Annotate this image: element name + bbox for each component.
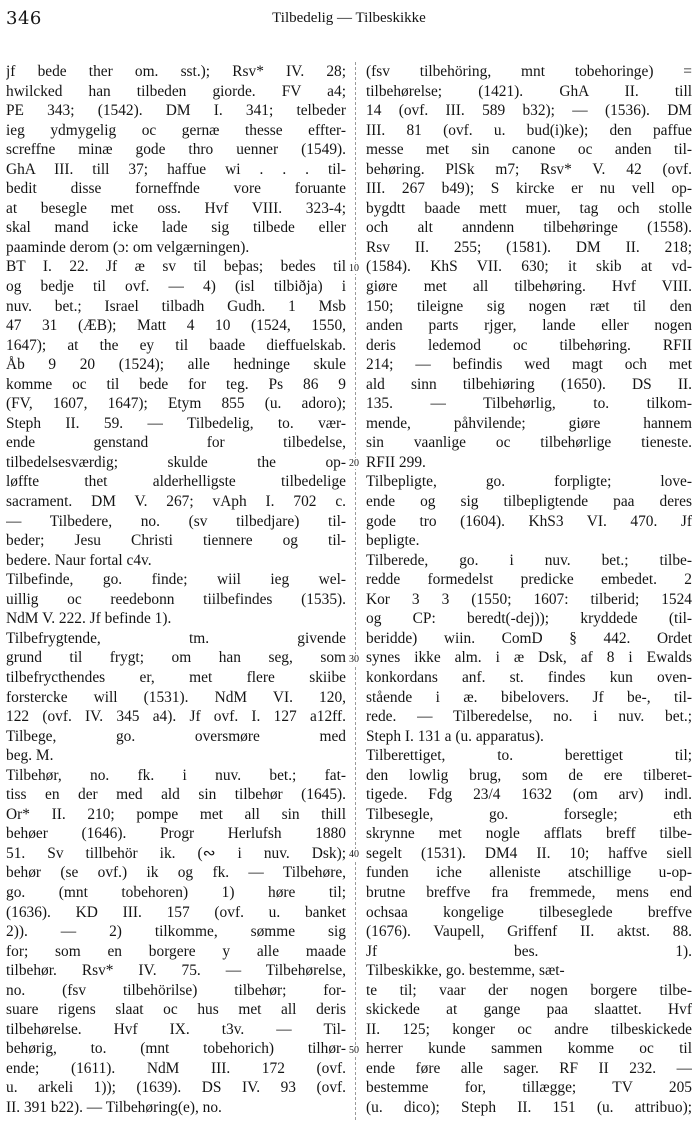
- text-line: Tilbefinde, go. finde; wiil ieg wel-: [6, 571, 346, 589]
- text-line: ende føre alle sager. RF II 232. —: [366, 1059, 692, 1077]
- text-line: behørig, to. (mnt tobehorich) tilhør-: [6, 1040, 346, 1058]
- text-line: screffne minæ gode thro uenner (1549).: [6, 141, 346, 159]
- text-line: beridde) wiin. ComD § 442. Ordet: [366, 629, 692, 647]
- line-number: 40: [349, 849, 359, 860]
- text-line: mende, påhvilende; giøre hannem: [366, 414, 692, 432]
- text-line: tilbehørelse. Hvf IX. t3v. — Til-: [6, 1020, 346, 1038]
- text-line: at besegle met oss. Hvf VIII. 323-4;: [6, 199, 346, 217]
- text-line: Tilbepligte, go. forpligte; love-: [366, 473, 692, 491]
- text-line: RFII 299.: [366, 453, 426, 471]
- text-line: behøring. PlSk m7; Rsv* V. 42 (ovf.: [366, 160, 692, 178]
- text-line: den lowlig brug, som de ere tilberet-: [366, 766, 692, 784]
- text-line: skickede at gange paa slaattet. Hvf: [366, 1001, 692, 1019]
- text-line: løffte thet alderhelligste tilbedelige: [6, 473, 346, 491]
- page-header: [6, 6, 692, 32]
- text-line: ende; (1611). NdM III. 172 (ovf.: [6, 1059, 346, 1077]
- text-line: nuv. bet.; Israel tilbadh Gudh. 1 Msb: [6, 297, 346, 315]
- text-line: bestemme for, tillægge; TV 205: [366, 1079, 692, 1097]
- text-line: tilbehør. Rsv* IV. 75. — Tilbehørelse,: [6, 962, 346, 980]
- text-line: Steph I. 131 a (u. apparatus).: [366, 727, 544, 745]
- text-line: II. 391 b22). — Tilbehøring(e), no.: [6, 1098, 222, 1116]
- text-line: redde formedelst predicke embedet. 2: [366, 571, 692, 589]
- text-line: og CP: beredt(-dej)); kryddede (til-: [366, 610, 692, 628]
- text-line: (fsv tilbehöring, mnt tobehoringe) =: [366, 63, 692, 80]
- text-line: 214; — befindis wed magt och met: [366, 356, 692, 374]
- text-line: Tilbege, go. oversmøre med: [6, 727, 346, 745]
- text-line: suare rigens slaat oc hus met all deris: [6, 1001, 346, 1019]
- text-line: behør (se ovf.) ik og fk. — Tilbehøre,: [6, 864, 346, 882]
- text-line: tilbefrycthendes er, met flere skiibe: [6, 668, 346, 686]
- left-column: [6, 62, 346, 1120]
- text-line: go. (mnt tobehoren) 1) høre til;: [6, 883, 346, 901]
- text-line: tigede. Fdg 23/4 1632 (om arv) indl.: [366, 786, 692, 804]
- text-line: grund til frygt; om han seg, som: [6, 649, 346, 667]
- text-line: synes ikke alm. i æ Dsk, af 8 i Ewalds: [366, 649, 692, 667]
- text-line: forstercke will (1531). NdM VI. 120,: [6, 688, 346, 706]
- text-line: 51. Sv tillbehör ik. (∾ i nuv. Dsk);: [6, 844, 346, 862]
- text-line: 1647); at the ey til baade dieffuelskab.: [6, 336, 346, 354]
- text-line: ende genstand for tilbedelse,: [6, 434, 346, 452]
- text-line: skal mand icke lade sig tilbede eller: [6, 219, 346, 237]
- text-line: Tilberede, go. i nuv. bet.; tilbe-: [366, 551, 692, 569]
- text-line: Or* II. 210; pompe met all sin thill: [6, 805, 346, 823]
- text-line: 135. — Tilbehørlig, to. tilkom-: [366, 395, 692, 413]
- text-line: gode tro (1604). KhS3 VI. 470. Jf: [366, 512, 692, 530]
- text-line: te til; vaar der nogen borgere tilbe-: [366, 981, 692, 999]
- text-line: skrynne met nogle afflats breff tilbe-: [366, 825, 692, 843]
- text-line: (1636). KD III. 157 (ovf. u. banket: [6, 903, 346, 921]
- right-column: [366, 62, 692, 1120]
- text-line: konkordans anf. st. findes kun oven-: [366, 668, 692, 686]
- text-line: ende og sig tilbepligtende paa deres: [366, 493, 692, 511]
- text-line: NdM V. 222. Jf befinde 1).: [6, 610, 172, 628]
- text-line: og bedje til ovf. — 4) (isl tilbiðja) i: [6, 278, 346, 296]
- text-line: Tilbesegle, go. forsegle; eth: [366, 805, 692, 823]
- text-line: — Tilbedere, no. (sv tilbedjare) til-: [6, 512, 346, 530]
- text-line: Rsv II. 255; (1581). DM II. 218;: [366, 238, 692, 256]
- text-line: Jf bes. 1).: [366, 942, 692, 960]
- text-line: 122 (ovf. IV. 345 a4). Jf ovf. I. 127 a12ff.: [6, 708, 346, 726]
- text-line: 47 31 (ÆB); Matt 4 10 (1524, 1550,: [6, 317, 346, 335]
- text-line: deris ledemod oc tilbehøring. RFII: [366, 336, 692, 354]
- text-line: Tilbeskikke, go. bestemme, sæt-: [366, 962, 565, 980]
- page-number: 346: [6, 8, 42, 29]
- text-line: for; som en borgere y alle maade: [6, 942, 346, 960]
- text-line: anden parts rjger, lande eller nogen: [366, 317, 692, 335]
- line-number: 30: [349, 653, 359, 665]
- text-line: 14 (ovf. III. 589 b32); — (1536). DM: [366, 102, 692, 120]
- text-line: tiss en der med ald sin tilbehør (1645).: [6, 786, 346, 804]
- text-line: ieg ydmygelig oc gernæ thesse effter-: [6, 121, 346, 139]
- text-line: sin vaanlige oc tilbehørlige tieneste.: [366, 434, 692, 452]
- text-line: (1676). Vaupell, Griffenf II. aktst. 88.: [366, 923, 692, 941]
- text-line: beder; Jesu Christi tiennere og til-: [6, 532, 346, 550]
- text-line: jf bede ther om. sst.); Rsv* IV. 28;: [6, 63, 346, 80]
- text-line: Kor 3 3 (1550; 1607: tilberid; 1524: [366, 590, 692, 608]
- text-line: hwilcked han tilbeden giorde. FV a4;: [6, 82, 346, 100]
- text-line: 2)). — 2) tilkomme, sømme sig: [6, 923, 346, 941]
- text-line: stående i æ. bibelovers. Jf be-, til-: [366, 688, 692, 706]
- text-line: paaminde derom (ɔ: om velgærningen).: [6, 238, 250, 256]
- text-line: segelt (1531). DM4 II. 10; haffve siell: [366, 844, 692, 862]
- text-line: herrer kunde sammen komme oc til: [366, 1040, 692, 1058]
- text-line: no. (fsv tilbehörilse) tilbehør; for-: [6, 981, 346, 999]
- text-line: bygdtt baade mett muer, tag och stolle: [366, 199, 692, 217]
- text-line: behøer (1646). Progr Herlufsh 1880: [6, 825, 346, 843]
- text-line: (FV, 1607, 1647); Etym 855 (u. adoro);: [6, 395, 346, 413]
- text-line: III. 81 (ovf. u. bud(i)ke); den paffue: [366, 121, 692, 139]
- text-line: rede. — Tilberedelse, no. i nuv. bet.;: [366, 708, 692, 726]
- text-line: BT I. 22. Jf æ sv til beþas; bedes til: [6, 258, 346, 276]
- text-line: (1584). KhS VII. 630; it skib at vd-: [366, 258, 692, 276]
- text-line: uillig oc reedebonn tiilbefindes (1535).: [6, 590, 346, 608]
- text-line: II. 125; konger oc andre tilbeskickede: [366, 1020, 692, 1038]
- text-line: tilbehørelse; (1421). GhA II. till: [366, 82, 692, 100]
- text-line: u. arkeli 1)); (1639). DS IV. 93 (ovf.: [6, 1079, 346, 1097]
- text-line: (u. dico); Steph II. 151 (u. attribuo);: [366, 1098, 692, 1116]
- line-number: 20: [349, 458, 359, 469]
- text-line: bedit disse forneffnde vore foruante: [6, 180, 346, 198]
- text-line: sacrament. DM V. 267; vAph I. 702 c.: [6, 493, 346, 511]
- line-number: 10: [349, 262, 359, 274]
- text-line: tilbedelsesværdig; skulde the op-: [6, 453, 346, 471]
- text-line: GhA III. till 37; haffue wi . . . til-: [6, 160, 346, 178]
- text-line: Steph II. 59. — Tilbedelig, to. vær-: [6, 414, 346, 432]
- text-line: giøre met all tilbehøring. Hvf VIII.: [366, 278, 692, 296]
- text-line: bedere. Naur fortal c4v.: [6, 551, 152, 569]
- text-line: funden iche alleniste atschillige u-op-: [366, 864, 692, 882]
- text-line: bepligte.: [366, 532, 420, 550]
- text-line: brutne breffve fra fremmede, mens end: [366, 883, 692, 901]
- text-line: ochsaa kongelige tilbeseglede breffve: [366, 903, 692, 921]
- text-line: III. 267 b49); S kircke er nu vell op-: [366, 180, 692, 198]
- text-line: Tilbefrygtende, tm. givende: [6, 629, 346, 647]
- text-line: och alt anndenn tilbehøringe (1558).: [366, 219, 692, 237]
- line-number-gutter: [346, 62, 366, 1120]
- text-line: 150; tileigne sig nogen ræt til den: [366, 297, 692, 315]
- text-line: Tilbehør, no. fk. i nuv. bet.; fat-: [6, 766, 346, 784]
- text-line: Åb 9 20 (1524); alle hedninge skule: [6, 356, 346, 374]
- text-line: Tilberettiget, to. berettiget til;: [366, 747, 692, 765]
- line-number: 50: [349, 1044, 359, 1056]
- text-line: PE 343; (1542). DM I. 341; telbeder: [6, 102, 346, 120]
- text-line: beg. M.: [6, 747, 54, 765]
- text-line: komme oc til bede for teg. Ps 86 9: [6, 375, 346, 393]
- text-line: ald sinn tilbehiøring (1650). DS II.: [366, 375, 692, 393]
- running-title: Tilbedelig — Tilbeskikke: [272, 10, 426, 26]
- text-line: messe met sin canone oc anden til-: [366, 141, 692, 159]
